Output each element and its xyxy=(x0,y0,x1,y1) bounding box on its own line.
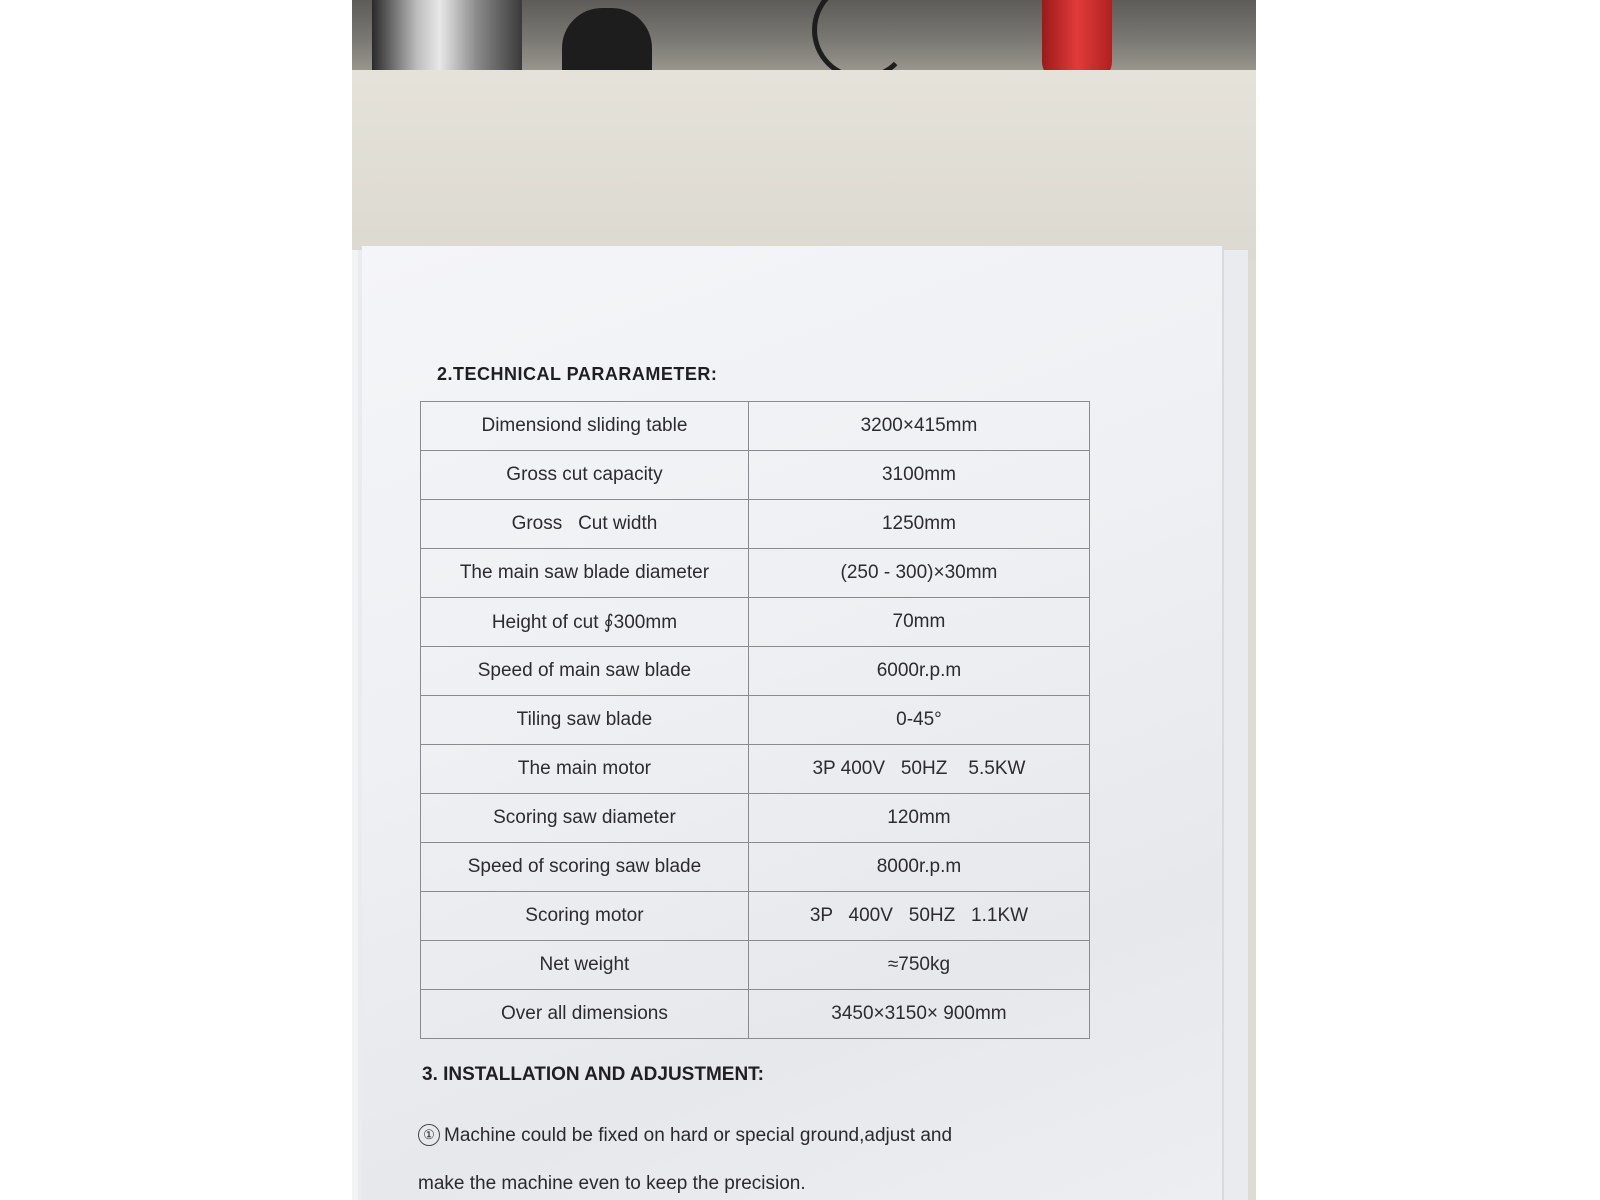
red-plug xyxy=(1042,0,1112,80)
section-title-installation: 3. INSTALLATION AND ADJUSTMENT: xyxy=(422,1064,764,1085)
table-row xyxy=(421,745,1090,794)
value-cell: 3P 400V 50HZ 5.5KW xyxy=(748,745,1089,794)
param-cell: Scoring motor xyxy=(421,892,749,941)
table-row xyxy=(421,451,1090,500)
table-row xyxy=(421,500,1090,549)
table-row xyxy=(421,892,1090,941)
value-cell: 8000r.p.m xyxy=(748,843,1089,892)
param-cell: Gross Cut width xyxy=(421,500,749,549)
param-cell: Gross cut capacity xyxy=(421,451,749,500)
value-cell: 120mm xyxy=(748,794,1089,843)
cable xyxy=(812,0,912,80)
param-cell: Dimensiond sliding table xyxy=(421,402,749,451)
table-row xyxy=(421,794,1090,843)
machine-part xyxy=(562,8,652,72)
paragraph-line-1: Machine could be fixed on hard or special ground,adjust and xyxy=(444,1125,953,1146)
work-surface xyxy=(352,70,1256,260)
value-cell: 3450×3150× 900mm xyxy=(748,990,1089,1039)
param-cell: Tiling saw blade xyxy=(421,696,749,745)
param-cell: The main motor xyxy=(421,745,749,794)
table-row xyxy=(421,941,1090,990)
table-row xyxy=(421,647,1090,696)
paragraph-line-2: make the machine even to keep the precision. xyxy=(418,1173,806,1194)
circled-one-icon: ① xyxy=(418,1124,440,1146)
section-title-technical: 2.TECHNICAL PARARAMETER: xyxy=(437,364,718,384)
value-cell: ≈750kg xyxy=(748,941,1089,990)
spec-table xyxy=(420,401,1090,1039)
param-cell: Over all dimensions xyxy=(421,990,749,1039)
metal-pillar xyxy=(372,0,522,72)
installation-paragraph xyxy=(418,1112,1098,1200)
table-row xyxy=(421,402,1090,451)
param-cell: Net weight xyxy=(421,941,749,990)
value-cell: 0-45° xyxy=(748,696,1089,745)
table-row xyxy=(421,696,1090,745)
value-cell: 3200×415mm xyxy=(748,402,1089,451)
value-cell: 3100mm xyxy=(748,451,1089,500)
machine-background xyxy=(352,0,1256,72)
param-cell: Height of cut ∮300mm xyxy=(421,598,749,647)
table-row xyxy=(421,843,1090,892)
manual-page xyxy=(362,246,1222,1200)
param-cell: Speed of scoring saw blade xyxy=(421,843,749,892)
value-cell: 3P 400V 50HZ 1.1KW xyxy=(748,892,1089,941)
table-row xyxy=(421,990,1090,1039)
table-row xyxy=(421,598,1090,647)
param-cell: The main saw blade diameter xyxy=(421,549,749,598)
value-cell: (250 - 300)×30mm xyxy=(748,549,1089,598)
param-cell: Speed of main saw blade xyxy=(421,647,749,696)
table-row xyxy=(421,549,1090,598)
value-cell: 1250mm xyxy=(748,500,1089,549)
param-cell: Scoring saw diameter xyxy=(421,794,749,843)
value-cell: 6000r.p.m xyxy=(748,647,1089,696)
value-cell: 70mm xyxy=(748,598,1089,647)
document-photo xyxy=(352,0,1256,1200)
